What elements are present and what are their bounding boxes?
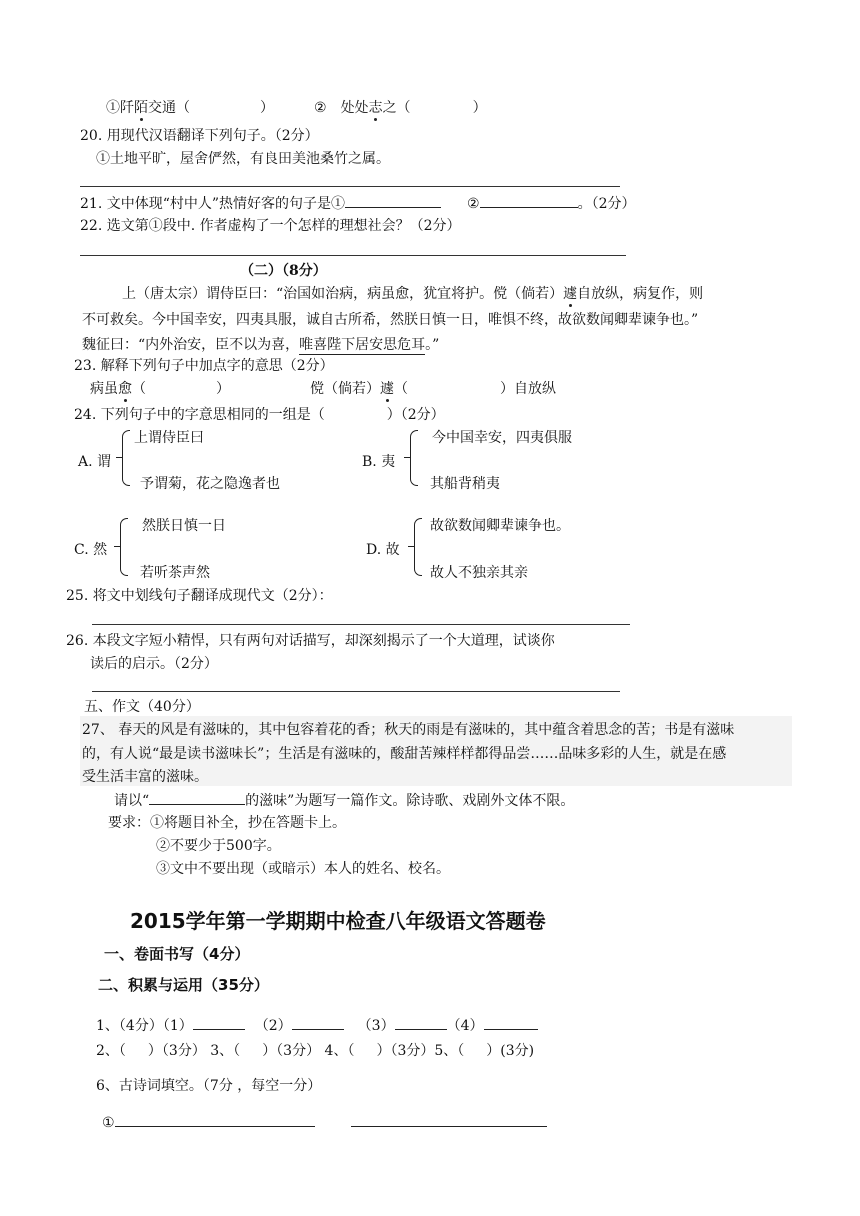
brace-a [122,430,130,486]
q27-line2: 的，有人说“最是读书滋味长”；生活是有滋味的，酸甜苦辣样样都得品尝……品味多彩的人生，就是在感 [82,746,727,762]
answer-row-2: 2、（ ）（3分） 3、（ ）（3分） 4、（ ）（3分）5、（ ）(3分) [96,1043,535,1059]
brace-c [120,518,128,576]
q27-instruction: 请以“ 的滋味”为题写一篇作文。除诗歌、戏剧外文体不限。 [114,790,574,811]
q20-sentence: ①土地平旷，屋舍俨然，有良田美池桑竹之属。 [96,151,390,167]
q24-option-d-label: D. 故 [366,542,400,558]
q19-line: ①阡陌交通（ ） ② 处处志之（ ） [106,100,487,116]
q24-option-b-2: 其船背稍夷 [430,476,500,492]
dotted-char: 愈 [118,381,132,397]
passage2-line2: 不可救矣。今中国幸安，四夷具服，诚自古所希，然朕日慎一日，唯惧不终，故欲数闻卿辈谏争也。” [82,312,699,328]
q25-answer-line[interactable] [92,624,630,625]
q24-option-c-2: 若听茶声然 [140,565,210,581]
q22-prompt: 22. 选文第①段中. 作者虚构了一个怎样的理想社会？（2分） [80,218,461,234]
q22-answer-line[interactable] [80,255,626,256]
dotted-char: 遽 [563,286,578,302]
section5-heading: 五、作文（40分） [84,699,200,715]
q24-option-c-label: C. 然 [74,542,108,558]
q21-line: 21. 文中体现“村中人”热情好客的句子是① ② 。（2分） [80,193,636,214]
answer-sheet-title: 2015学年第一学期期中检查八年级语文答题卷 [130,909,546,933]
q27-req-2: ②不要少于500字。 [156,838,281,854]
q27-line1: 27、 春天的风是有滋味的，其中包容着花的香；秋天的雨是有滋味的，其中蕴含着思念的苦；书是有滋味 [82,722,735,738]
q24-option-d-2: 故人不独亲其亲 [430,565,528,581]
q24-option-d-1: 故欲数闻卿辈谏争也。 [430,518,570,534]
q26-answer-line[interactable] [92,691,620,692]
dotted-char: 陌 [134,100,148,116]
dotted-char: 志 [368,100,383,116]
dotted-char: 遽 [380,381,394,397]
passage2-line1: 上（唐太宗）谓侍臣曰：“治国如治病，病虽愈，犹宜将护。傥（倘若）遽自放纵，病复作，则 [122,286,704,302]
q26-line2: 读后的启示。（2分） [90,656,218,672]
poem-blank-2[interactable] [351,1112,547,1127]
q20-prompt: 20. 用现代汉语翻译下列句子。（2分） [80,128,319,144]
q23-items: 病虽愈（ ） 傥（倘若）遽（ ）自放纵 [90,381,556,397]
answer-q6: 6、古诗词填空。（7分 ，每空一分） [96,1078,322,1094]
answer-row-1: 1、（4分）（1） （2） （3） （4） [96,1015,538,1036]
poem-blank-1[interactable] [115,1112,315,1127]
answer-blank-1-3[interactable] [395,1015,447,1030]
essay-title-blank[interactable] [149,790,245,805]
q24-option-a-1: 上谓侍臣曰 [134,430,204,446]
q24-option-a-2: 予谓菊，花之隐逸者也 [140,476,280,492]
answer-q6-item: ① [102,1112,547,1133]
q24-option-c-1: 然朕日慎一日 [142,518,226,534]
q24-prompt: 24. 下列句子中的字意思相同的一组是（ ）（2分） [74,407,445,423]
answer-sheet-part2: 二、积累与运用（35分） [98,976,269,994]
q24-option-a-label: A. 谓 [78,454,112,470]
q20-answer-line[interactable] [80,186,620,187]
underlined-sentence: 唯喜陛下居安思危耳 [299,337,426,353]
answer-blank-1-2[interactable] [292,1015,344,1030]
q24-option-b-label: B. 夷 [362,454,396,470]
answer-sheet-part1: 一、卷面书写（4分） [104,945,250,963]
q27-line3: 受生活丰富的滋味。 [82,769,208,785]
q27-req-3: ③文中不要出现（或暗示）本人的姓名、校名。 [156,861,450,877]
brace-d [414,518,422,576]
brace-b [410,430,418,486]
q21-blank-2[interactable] [480,193,578,208]
answer-blank-1-4[interactable] [484,1015,538,1030]
q27-req-1: 要求：①将题目补全，抄在答题卡上。 [108,815,346,831]
q21-blank-1[interactable] [345,193,441,208]
passage2-heading: （二）（8分） [240,263,327,279]
answer-blank-1-1[interactable] [193,1015,245,1030]
q26-line1: 26. 本段文字短小精悍，只有两句对话描写，却深刻揭示了一个大道理，试谈你 [66,633,555,649]
q25-prompt: 25. 将文中划线句子翻译成现代文（2分）： [66,588,333,604]
q24-option-b-1: 今中国幸安，四夷俱服 [432,430,572,446]
passage2-line3: 魏征曰：“内外治安，臣不以为喜，唯喜陛下居安思危耳。” [82,337,440,353]
q23-prompt: 23. 解释下列句子中加点字的意思（2分） [74,358,334,374]
